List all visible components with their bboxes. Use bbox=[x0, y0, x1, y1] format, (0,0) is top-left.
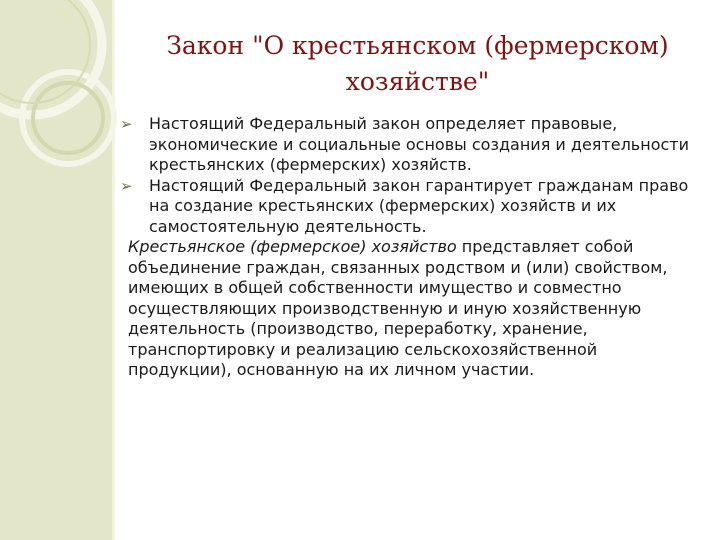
definition-paragraph bbox=[128, 237, 703, 381]
slide-content bbox=[120, 114, 703, 381]
slide-title: Закон "О крестьянском (фермерском) хозяйстве" bbox=[166, 31, 669, 96]
bullet-item bbox=[120, 114, 703, 176]
arrow-bullet-icon: ➢ bbox=[120, 115, 133, 133]
bullet-text: Настоящий Федеральный закон определяет правовые, экономические и социальные основы создания и деятельности крестьянских (фермерских) хозяйств. bbox=[149, 114, 689, 174]
bullet-item bbox=[120, 175, 703, 238]
large-ring-inner bbox=[0, 0, 90, 103]
large-ring-outer bbox=[0, 0, 102, 115]
definition-text: представляет собой объединение граждан, связанных родством и (или) свойством, имеющих в общей собственности имущество и совместно осуществляющих производственную и иную хозяйственную деятельность (производство, переработку, хранение, транспортировку и реализацию сельскохозяйственной продукции), основанную на их личном участии. bbox=[128, 237, 668, 379]
bullet-text: Настоящий Федеральный закон гарантирует гражданам право на создание крестьянских (фермерских) хозяйств и их самостоятельную деятельность. bbox=[149, 175, 689, 236]
arrow-bullet-icon: ➢ bbox=[120, 176, 133, 195]
definition-term: Крестьянское (фермерское) хозяйство bbox=[128, 237, 457, 256]
